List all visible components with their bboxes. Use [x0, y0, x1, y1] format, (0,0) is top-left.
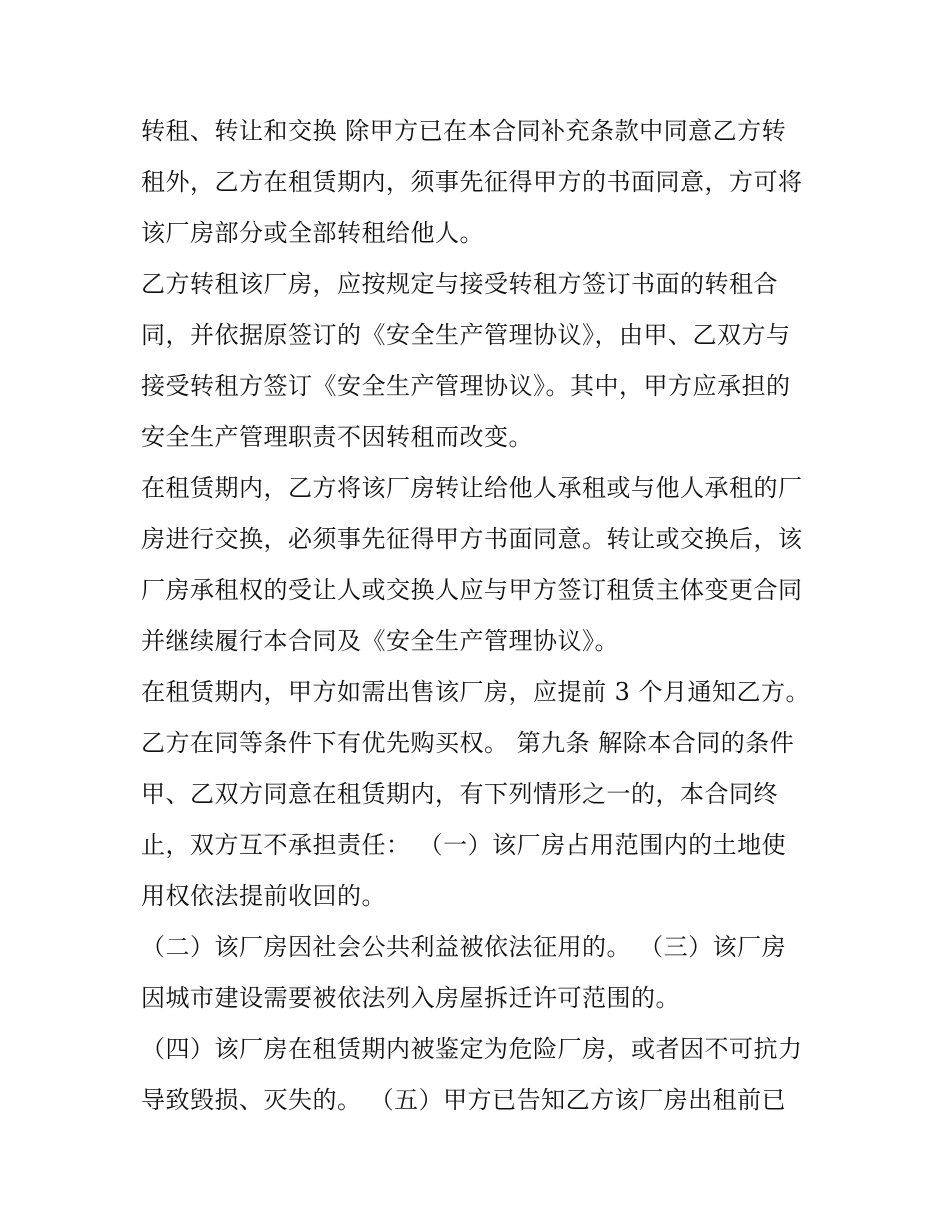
- text-line-16: 用权依法提前收回的。: [141, 882, 386, 910]
- text-line-06: 接受转租方签订《安全生产管理协议》。其中，甲方应承担的: [141, 372, 791, 400]
- text-line-12: 在租赁期内，甲方如需出售该厂房，应提前 3 个月通知乙方。: [141, 678, 811, 706]
- text-line-20: 导致毁损、灭失的。 （五）甲方已告知乙方该厂房出租前已: [141, 1086, 787, 1114]
- text-line-10: 厂房承租权的受让人或交换人应与甲方签订租赁主体变更合同: [141, 576, 803, 604]
- text-line-13: 乙方在同等条件下有优先购买权。 第九条 解除本合同的条件: [141, 729, 795, 757]
- text-line-19: （四）该厂房在租赁期内被鉴定为危险厂房，或者因不可抗力: [141, 1035, 803, 1063]
- text-line-01: 转租、转让和交换 除甲方已在本合同补充条款中同意乙方转: [141, 117, 787, 145]
- text-line-11: 并继续履行本合同及《安全生产管理协议》。: [141, 627, 619, 655]
- text-line-15: 止，双方互不承担责任： （一）该厂房占用范围内的土地使: [141, 831, 787, 859]
- text-line-07: 安全生产管理职责不因转租而改变。: [141, 423, 533, 451]
- text-line-03: 该厂房部分或全部转租给他人。: [141, 219, 484, 247]
- text-line-14: 甲、乙双方同意在租赁期内，有下列情形之一的，本合同终: [141, 780, 778, 808]
- text-line-17: （二）该厂房因社会公共利益被依法征用的。 （三）该厂房: [141, 933, 787, 961]
- text-line-18: 因城市建设需要被依法列入房屋拆迁许可范围的。: [141, 984, 680, 1012]
- text-line-04: 乙方转租该厂房，应按规定与接受转租方签订书面的转租合: [141, 270, 778, 298]
- text-line-08: 在租赁期内，乙方将该厂房转让给他人承租或与他人承租的厂: [141, 474, 803, 502]
- text-line-05: 同，并依据原签订的《安全生产管理协议》，由甲、乙双方与: [141, 321, 791, 349]
- document-body: [141, 106, 821, 1126]
- text-line-02: 租外，乙方在租赁期内，须事先征得甲方的书面同意，方可将: [141, 168, 803, 196]
- text-line-09: 房进行交换，必须事先征得甲方书面同意。转让或交换后，该: [141, 525, 803, 553]
